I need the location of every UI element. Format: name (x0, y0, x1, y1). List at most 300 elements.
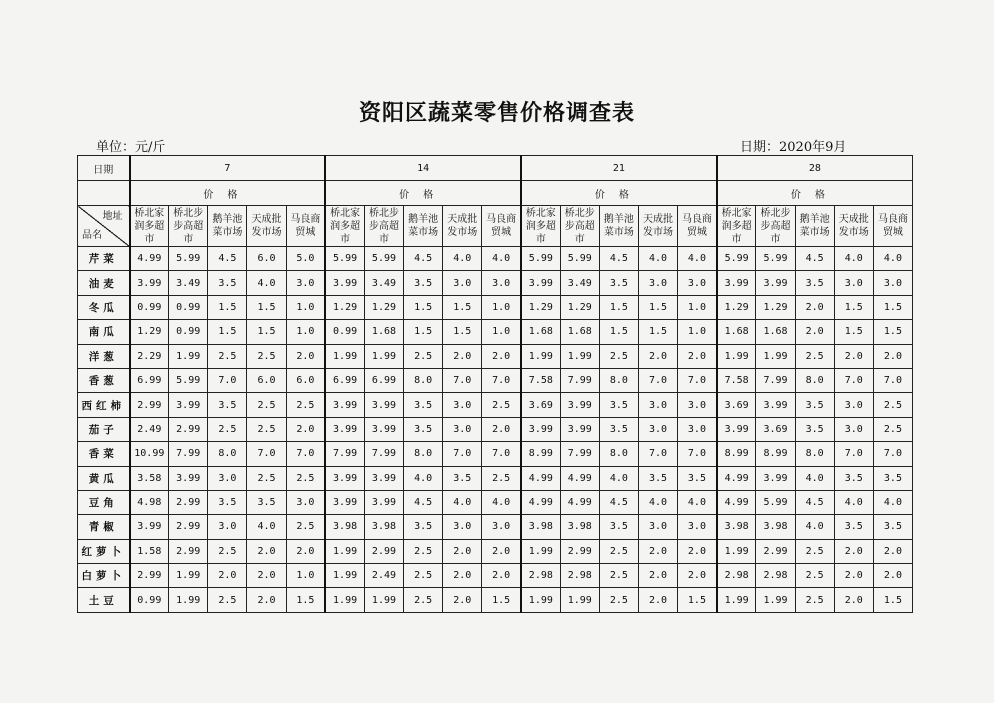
price-cell: 1.99 (756, 344, 795, 368)
price-cell: 2.0 (638, 564, 677, 588)
price-cell: 1.99 (717, 539, 756, 563)
price-cell: 6.99 (364, 368, 403, 392)
price-cell: 8.0 (599, 442, 638, 466)
price-cell: 2.0 (482, 417, 521, 441)
price-cell: 1.99 (364, 588, 403, 612)
price-cell: 1.29 (130, 320, 169, 344)
price-cell: 1.29 (717, 295, 756, 319)
price-cell: 3.99 (560, 393, 599, 417)
price-cell: 3.99 (717, 271, 756, 295)
price-cell: 1.0 (482, 320, 521, 344)
price-cell: 3.0 (678, 417, 717, 441)
price-cell: 2.5 (599, 564, 638, 588)
price-cell: 1.5 (873, 320, 912, 344)
table-row (78, 320, 913, 344)
price-cell: 1.5 (834, 320, 873, 344)
price-cell: 1.29 (756, 295, 795, 319)
price-cell: 3.0 (638, 515, 677, 539)
price-cell: 2.5 (599, 539, 638, 563)
price-cell: 1.5 (247, 295, 286, 319)
price-cell: 3.5 (404, 271, 443, 295)
price-cell: 3.5 (443, 466, 482, 490)
price-cell: 7.58 (717, 368, 756, 392)
price-cell: 1.5 (247, 320, 286, 344)
date-column-header: 28 (717, 156, 913, 181)
price-cell: 1.0 (482, 295, 521, 319)
price-cell: 1.5 (208, 295, 247, 319)
price-cell: 10.99 (130, 442, 169, 466)
price-cell: 2.0 (638, 588, 677, 612)
price-cell: 7.99 (169, 442, 208, 466)
price-cell: 2.5 (247, 466, 286, 490)
price-cell: 1.58 (130, 539, 169, 563)
vegetable-name: 香葱 (78, 368, 130, 392)
price-cell: 2.5 (208, 417, 247, 441)
price-cell: 1.29 (560, 295, 599, 319)
price-cell: 2.5 (208, 344, 247, 368)
price-cell: 2.99 (130, 564, 169, 588)
price-cell: 2.0 (443, 564, 482, 588)
price-cell: 7.99 (364, 442, 403, 466)
price-cell: 3.98 (756, 515, 795, 539)
price-cell: 2.5 (482, 393, 521, 417)
price-cell: 3.5 (599, 515, 638, 539)
price-cell: 3.69 (756, 417, 795, 441)
market-header: 桥北家润多超市 (717, 206, 756, 247)
price-cell: 3.5 (208, 393, 247, 417)
price-cell: 1.5 (638, 295, 677, 319)
price-cell: 2.99 (130, 393, 169, 417)
price-cell: 3.5 (404, 515, 443, 539)
price-cell: 4.99 (521, 490, 560, 514)
price-cell: 1.5 (873, 295, 912, 319)
price-cell: 3.58 (130, 466, 169, 490)
price-cell: 2.5 (208, 539, 247, 563)
vegetable-name: 茄子 (78, 417, 130, 441)
price-cell: 2.5 (599, 588, 638, 612)
vegetable-name: 洋葱 (78, 344, 130, 368)
price-cell: 2.0 (638, 344, 677, 368)
market-header: 桥北家润多超市 (325, 206, 364, 247)
table-row (78, 515, 913, 539)
market-header-row (78, 206, 913, 247)
price-cell: 3.5 (404, 393, 443, 417)
price-cell: 5.99 (169, 247, 208, 271)
date-header-row (78, 156, 913, 181)
price-cell: 8.0 (795, 368, 834, 392)
price-cell: 5.99 (325, 247, 364, 271)
price-cell: 0.99 (130, 588, 169, 612)
price-cell: 5.0 (286, 247, 325, 271)
price-cell: 3.49 (364, 271, 403, 295)
price-cell: 7.0 (678, 368, 717, 392)
price-cell: 4.0 (678, 490, 717, 514)
price-cell: 4.0 (795, 515, 834, 539)
price-cell: 1.5 (873, 588, 912, 612)
price-cell: 2.99 (169, 490, 208, 514)
price-cell: 2.0 (873, 539, 912, 563)
price-cell: 7.0 (443, 442, 482, 466)
price-cell: 2.0 (286, 344, 325, 368)
market-header: 桥北步步高超市 (169, 206, 208, 247)
market-header: 鹅羊池菜市场 (404, 206, 443, 247)
price-cell: 4.99 (717, 466, 756, 490)
price-cell: 1.5 (443, 295, 482, 319)
price-cell: 3.99 (325, 271, 364, 295)
price-cell: 7.0 (834, 368, 873, 392)
price-cell: 1.29 (364, 295, 403, 319)
price-cell: 1.0 (286, 295, 325, 319)
price-cell: 3.5 (638, 466, 677, 490)
price-cell: 2.99 (560, 539, 599, 563)
price-cell: 6.0 (247, 247, 286, 271)
vegetable-name: 南瓜 (78, 320, 130, 344)
price-cell: 1.99 (325, 588, 364, 612)
price-cell: 3.5 (208, 490, 247, 514)
price-cell: 3.0 (678, 515, 717, 539)
price-cell: 3.0 (482, 515, 521, 539)
price-cell: 1.68 (717, 320, 756, 344)
price-cell: 2.5 (404, 344, 443, 368)
price-cell: 2.5 (404, 539, 443, 563)
price-cell: 2.0 (286, 417, 325, 441)
price-cell: 3.99 (756, 393, 795, 417)
price-cell: 2.99 (756, 539, 795, 563)
price-cell: 3.5 (404, 417, 443, 441)
vegetable-name: 西红柿 (78, 393, 130, 417)
price-cell: 4.0 (873, 490, 912, 514)
market-header: 桥北家润多超市 (521, 206, 560, 247)
price-cell: 2.0 (638, 539, 677, 563)
price-cell: 3.99 (717, 417, 756, 441)
price-cell: 7.0 (834, 442, 873, 466)
price-group-header: 价格 (130, 181, 326, 206)
price-cell: 1.0 (286, 320, 325, 344)
price-cell: 2.0 (834, 564, 873, 588)
price-cell: 3.0 (638, 393, 677, 417)
price-header-row (78, 181, 913, 206)
price-cell: 7.0 (638, 442, 677, 466)
price-cell: 2.0 (795, 295, 834, 319)
price-cell: 1.99 (756, 588, 795, 612)
price-cell: 4.0 (247, 271, 286, 295)
price-cell: 3.99 (756, 466, 795, 490)
table-row (78, 539, 913, 563)
price-cell: 3.0 (286, 490, 325, 514)
price-cell: 1.99 (560, 344, 599, 368)
date-label: 日期：2020年9月 (740, 140, 847, 155)
price-cell: 3.0 (443, 271, 482, 295)
price-cell: 7.99 (560, 442, 599, 466)
price-cell: 2.0 (834, 539, 873, 563)
vegetable-name: 冬瓜 (78, 295, 130, 319)
table-row (78, 417, 913, 441)
market-header: 桥北步步高超市 (364, 206, 403, 247)
price-cell: 2.5 (286, 466, 325, 490)
price-cell: 2.0 (482, 539, 521, 563)
price-cell: 2.5 (286, 393, 325, 417)
vegetable-name: 红萝卜 (78, 539, 130, 563)
price-cell: 2.99 (169, 515, 208, 539)
table-row (78, 271, 913, 295)
price-cell: 2.5 (404, 588, 443, 612)
price-cell: 0.99 (169, 295, 208, 319)
price-cell: 2.0 (443, 588, 482, 612)
price-cell: 2.0 (286, 539, 325, 563)
unit-label: 单位：元/斤 (96, 140, 166, 155)
price-cell: 1.99 (325, 564, 364, 588)
vegetable-name: 白萝卜 (78, 564, 130, 588)
price-cell: 2.0 (873, 344, 912, 368)
market-header: 天成批发市场 (834, 206, 873, 247)
price-cell: 3.5 (208, 271, 247, 295)
price-cell: 5.99 (169, 368, 208, 392)
market-header: 马良商贸城 (286, 206, 325, 247)
price-cell: 3.99 (325, 417, 364, 441)
price-cell: 3.5 (599, 417, 638, 441)
price-cell: 2.0 (834, 588, 873, 612)
price-cell: 2.5 (873, 393, 912, 417)
table-row (78, 466, 913, 490)
price-cell: 3.99 (169, 393, 208, 417)
price-cell: 4.99 (560, 466, 599, 490)
price-cell: 3.99 (325, 393, 364, 417)
date-column-header: 21 (521, 156, 717, 181)
price-cell: 3.5 (873, 515, 912, 539)
price-cell: 2.5 (404, 564, 443, 588)
price-cell: 3.99 (364, 417, 403, 441)
price-cell: 7.0 (443, 368, 482, 392)
price-cell: 3.0 (208, 515, 247, 539)
date-header-label: 日期 (78, 156, 130, 181)
price-cell: 2.0 (482, 564, 521, 588)
price-cell: 8.99 (521, 442, 560, 466)
price-cell: 3.99 (364, 466, 403, 490)
price-cell: 2.0 (678, 344, 717, 368)
price-cell: 7.0 (873, 368, 912, 392)
price-cell: 2.0 (208, 564, 247, 588)
price-cell: 7.99 (560, 368, 599, 392)
price-cell: 3.5 (795, 393, 834, 417)
market-header: 桥北步步高超市 (756, 206, 795, 247)
price-cell: 7.0 (873, 442, 912, 466)
price-cell: 4.99 (521, 466, 560, 490)
price-cell: 3.0 (834, 271, 873, 295)
product-name-label: 品名 (82, 230, 102, 241)
price-cell: 1.5 (404, 295, 443, 319)
price-cell: 1.99 (521, 539, 560, 563)
price-cell: 3.99 (130, 271, 169, 295)
price-cell: 2.5 (795, 344, 834, 368)
price-cell: 1.99 (325, 344, 364, 368)
price-cell: 2.5 (795, 539, 834, 563)
price-cell: 8.0 (404, 442, 443, 466)
price-cell: 7.0 (638, 368, 677, 392)
table-row (78, 247, 913, 271)
price-cell: 5.99 (521, 247, 560, 271)
price-cell: 4.0 (599, 466, 638, 490)
price-cell: 1.99 (325, 539, 364, 563)
vegetable-name: 黄瓜 (78, 466, 130, 490)
price-cell: 2.49 (364, 564, 403, 588)
price-cell: 3.5 (834, 466, 873, 490)
diagonal-header-cell (78, 206, 130, 247)
price-cell: 1.99 (169, 344, 208, 368)
table-row (78, 564, 913, 588)
price-cell: 1.5 (482, 588, 521, 612)
price-cell: 1.99 (521, 588, 560, 612)
price-cell: 2.5 (795, 588, 834, 612)
price-cell: 3.99 (756, 271, 795, 295)
price-cell: 4.0 (638, 490, 677, 514)
vegetable-name: 青椒 (78, 515, 130, 539)
market-header: 天成批发市场 (247, 206, 286, 247)
price-cell: 1.5 (599, 295, 638, 319)
price-cell: 8.99 (717, 442, 756, 466)
price-cell: 3.98 (717, 515, 756, 539)
price-cell: 1.99 (717, 344, 756, 368)
price-cell: 1.5 (834, 295, 873, 319)
vegetable-name: 香菜 (78, 442, 130, 466)
price-cell: 7.99 (756, 368, 795, 392)
price-cell: 4.5 (404, 247, 443, 271)
table-row (78, 344, 913, 368)
price-cell: 8.0 (795, 442, 834, 466)
price-cell: 3.0 (443, 417, 482, 441)
vegetable-name: 芹菜 (78, 247, 130, 271)
price-cell: 3.5 (599, 393, 638, 417)
page-title: 资阳区蔬菜零售价格调查表 (358, 100, 635, 126)
market-header: 桥北步步高超市 (560, 206, 599, 247)
price-cell: 2.5 (247, 344, 286, 368)
price-cell: 2.99 (364, 539, 403, 563)
price-cell: 2.0 (247, 588, 286, 612)
price-cell: 2.0 (678, 564, 717, 588)
price-cell: 3.0 (638, 271, 677, 295)
price-cell: 2.5 (247, 417, 286, 441)
price-cell: 4.0 (443, 490, 482, 514)
price-cell: 4.0 (482, 247, 521, 271)
price-cell: 4.5 (795, 247, 834, 271)
price-cell: 3.0 (482, 271, 521, 295)
price-cell: 7.0 (482, 442, 521, 466)
price-cell: 4.5 (599, 247, 638, 271)
vegetable-name: 土豆 (78, 588, 130, 612)
price-cell: 3.99 (560, 417, 599, 441)
price-cell: 1.0 (678, 320, 717, 344)
price-cell: 7.99 (325, 442, 364, 466)
price-cell: 2.5 (286, 515, 325, 539)
table-row (78, 368, 913, 392)
price-cell: 2.0 (443, 539, 482, 563)
price-cell: 1.0 (286, 564, 325, 588)
price-cell: 4.0 (247, 515, 286, 539)
price-cell: 2.0 (247, 564, 286, 588)
price-cell: 1.5 (286, 588, 325, 612)
price-cell: 3.69 (717, 393, 756, 417)
price-cell: 1.99 (717, 588, 756, 612)
price-cell: 2.0 (247, 539, 286, 563)
price-cell: 4.5 (599, 490, 638, 514)
price-cell: 1.5 (404, 320, 443, 344)
price-cell: 4.99 (717, 490, 756, 514)
price-cell: 7.0 (247, 442, 286, 466)
price-cell: 2.98 (521, 564, 560, 588)
price-cell: 6.0 (247, 368, 286, 392)
price-cell: 0.99 (325, 320, 364, 344)
price-cell: 7.0 (286, 442, 325, 466)
price-cell: 3.0 (443, 393, 482, 417)
price-cell: 2.0 (678, 539, 717, 563)
price-cell: 3.0 (834, 393, 873, 417)
market-header: 马良商贸城 (873, 206, 912, 247)
address-label: 地址 (102, 211, 123, 222)
price-group-header: 价格 (521, 181, 717, 206)
price-cell: 1.5 (638, 320, 677, 344)
price-cell: 2.98 (560, 564, 599, 588)
price-cell: 1.29 (325, 295, 364, 319)
price-cell: 3.0 (638, 417, 677, 441)
price-cell: 4.99 (560, 490, 599, 514)
price-cell: 4.99 (130, 247, 169, 271)
price-cell: 8.99 (756, 442, 795, 466)
price-cell: 3.49 (169, 271, 208, 295)
price-cell: 3.99 (521, 417, 560, 441)
price-cell: 3.5 (795, 271, 834, 295)
price-cell: 7.0 (482, 368, 521, 392)
price-cell: 6.99 (130, 368, 169, 392)
vegetable-name: 油麦 (78, 271, 130, 295)
price-cell: 4.0 (834, 490, 873, 514)
price-group-header: 价格 (717, 181, 913, 206)
price-cell: 1.5 (678, 588, 717, 612)
price-cell: 1.99 (364, 344, 403, 368)
price-cell: 2.0 (482, 344, 521, 368)
price-cell: 4.0 (443, 247, 482, 271)
price-cell: 3.0 (208, 466, 247, 490)
table-row (78, 490, 913, 514)
vegetable-name: 豆角 (78, 490, 130, 514)
table-row (78, 588, 913, 612)
price-cell: 5.99 (717, 247, 756, 271)
price-cell: 4.5 (795, 490, 834, 514)
price-cell: 3.49 (560, 271, 599, 295)
price-cell: 5.99 (756, 490, 795, 514)
price-cell: 3.99 (364, 490, 403, 514)
price-cell: 2.5 (599, 344, 638, 368)
price-cell: 3.99 (130, 515, 169, 539)
price-cell: 2.0 (834, 344, 873, 368)
price-cell: 1.99 (169, 564, 208, 588)
price-cell: 5.99 (560, 247, 599, 271)
price-cell: 1.5 (443, 320, 482, 344)
price-cell: 8.0 (208, 442, 247, 466)
market-header: 马良商贸城 (482, 206, 521, 247)
price-cell: 2.49 (130, 417, 169, 441)
price-cell: 3.98 (325, 515, 364, 539)
price-cell: 3.5 (599, 271, 638, 295)
price-cell: 1.29 (521, 295, 560, 319)
market-header: 桥北家润多超市 (130, 206, 169, 247)
price-cell: 1.5 (599, 320, 638, 344)
price-cell: 4.0 (834, 247, 873, 271)
price-cell: 4.98 (130, 490, 169, 514)
price-cell: 5.99 (364, 247, 403, 271)
table-row (78, 295, 913, 319)
price-cell: 4.0 (873, 247, 912, 271)
market-header: 鹅羊池菜市场 (599, 206, 638, 247)
market-header: 鹅羊池菜市场 (208, 206, 247, 247)
